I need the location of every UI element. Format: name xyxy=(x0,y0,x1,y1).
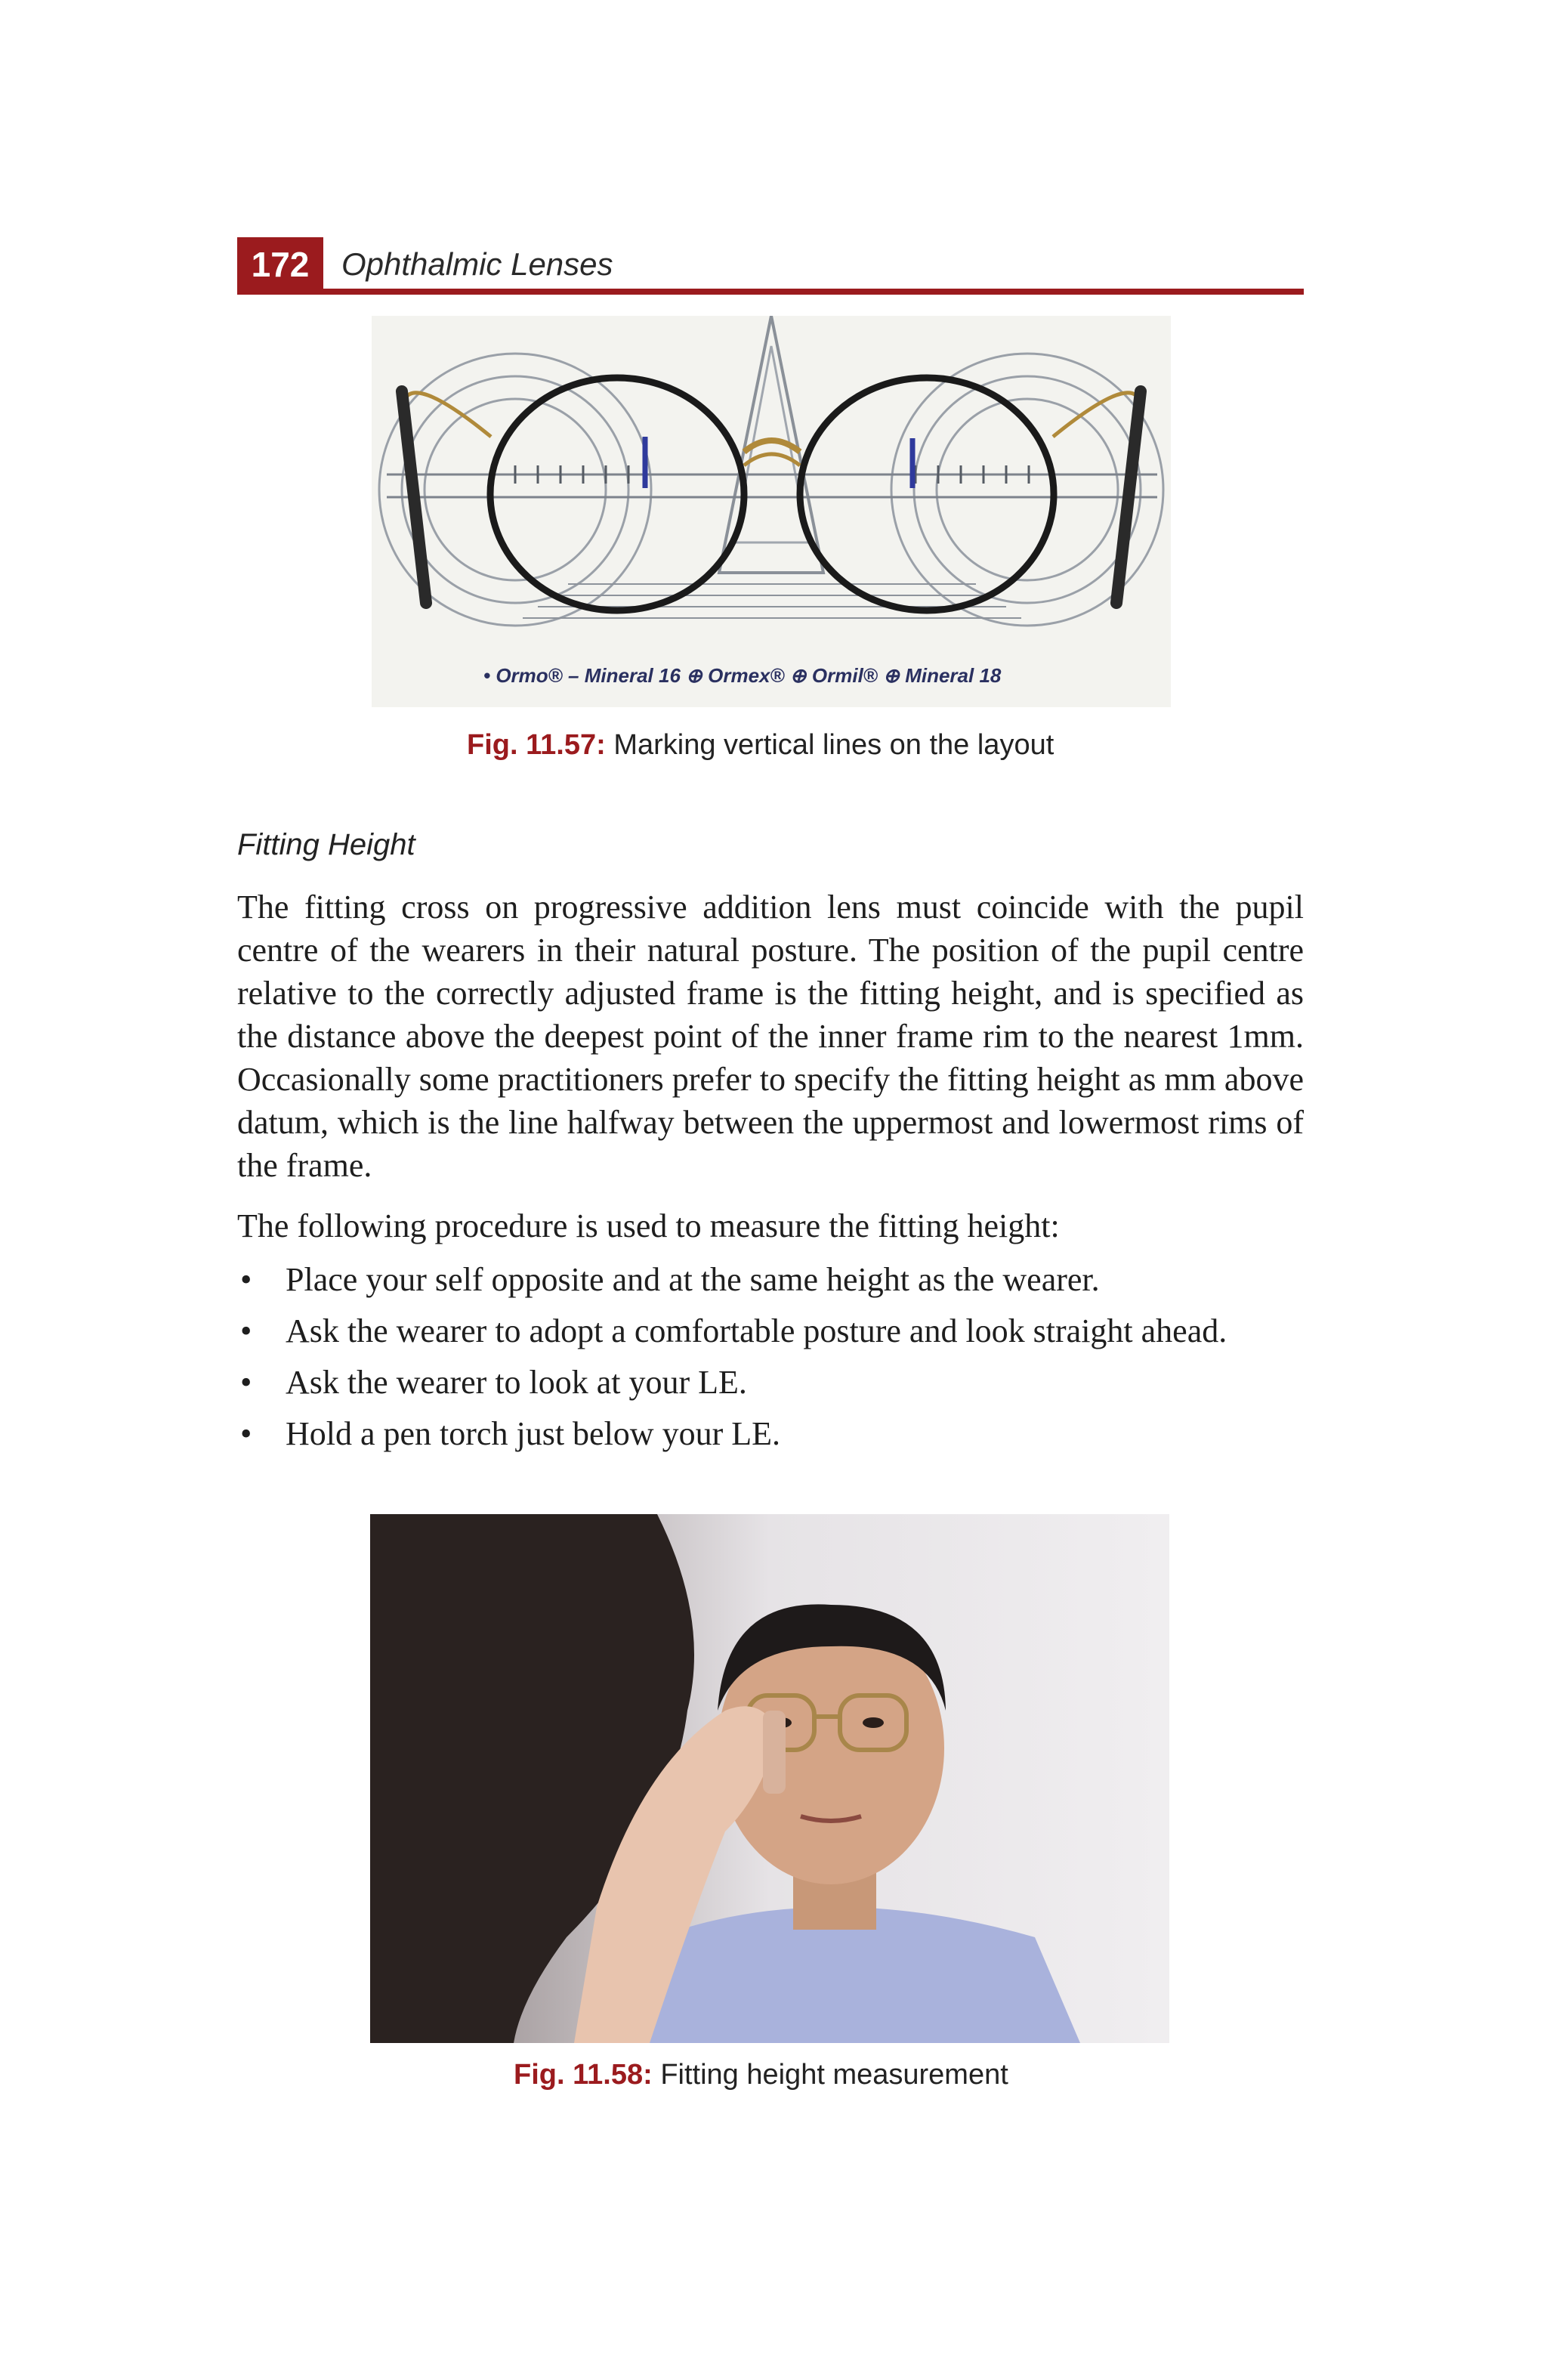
figure-label: Fig. 11.57: xyxy=(467,729,606,761)
figure-caption xyxy=(467,727,1054,763)
list-item: • Ask the wearer to look at your LE. xyxy=(237,1357,1304,1408)
layout-brand-text: • Ormo® – Mineral 16 ⊕ Ormex® ⊕ Ormil® ⊕ Mineral 18 xyxy=(483,664,1002,687)
page-number: 172 xyxy=(237,237,323,292)
page-header xyxy=(237,237,1304,295)
section-heading: Fitting Height xyxy=(237,828,415,861)
figure-label: Fig. 11.58: xyxy=(514,2059,653,2091)
body-paragraph: The following procedure is used to measure the fitting height: xyxy=(237,1207,1060,1244)
header-rule xyxy=(237,289,1304,295)
body-paragraph: The fitting cross on progressive addition lens must coincide with the pupil centre of the wearers in their natural posture. The position of the pupil centre relative to the correctly adjusted frame is the fitting height, and is specified as the distance above the deepest point of the inner frame rim to the nearest 1mm. Occasionally some practitioners prefer to specify the fitting height as mm above datum, which is the line halfway between the uppermost and lowermost rims of the frame. xyxy=(237,889,1304,1184)
list-item: • Ask the wearer to adopt a comfortable posture and look straight ahead. xyxy=(237,1306,1304,1357)
figure-caption xyxy=(514,2057,1008,2093)
layout-chart-illustration xyxy=(372,316,1171,707)
list-item: • Hold a pen torch just below your LE. xyxy=(237,1408,1304,1460)
figure-layout-photo xyxy=(372,316,1171,707)
procedure-list xyxy=(237,1254,1304,1460)
figure-caption-text: Fitting height measurement xyxy=(660,2059,1008,2091)
running-title: Ophthalmic Lenses xyxy=(341,246,613,282)
list-item: • Place your self opposite and at the same height as the wearer. xyxy=(237,1254,1304,1306)
fitting-photo-illustration xyxy=(370,1514,1169,2043)
figure-caption-text: Marking vertical lines on the layout xyxy=(613,729,1054,761)
figure-fitting-photo xyxy=(370,1514,1169,2043)
